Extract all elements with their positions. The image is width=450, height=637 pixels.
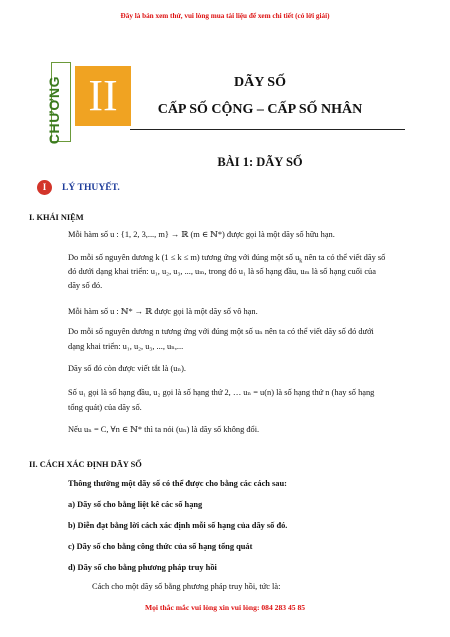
method-d: d) Dãy số cho bằng phương pháp truy hồi: [68, 563, 217, 572]
section-heading-concept: I. KHÁI NIỆM: [29, 213, 84, 222]
section-heading-definition-methods: II. CÁCH XÁC ĐỊNH DÃY SỐ: [29, 460, 142, 469]
paragraph-short-notation: Dãy số đó còn được viết tắt là (uₙ).: [68, 364, 186, 373]
preview-notice: Đây là bản xem thử, vui lòng mua tài liệu để xem chi tiết (có lời giải): [120, 12, 330, 20]
method-b: b) Diễn đạt bằng lời cách xác định mỗi số hạng của dãy số đó.: [68, 521, 288, 530]
chapter-title-line1: DÃY SỐ: [234, 75, 286, 90]
chapter-title-line2: CẤP SỐ CỘNG – CẤP SỐ NHÂN: [157, 102, 363, 117]
paragraph-constant-sequence: Nếu uₙ = C, ∀n ∈ ℕ* thì ta nói (uₙ) là dãy số không đổi.: [68, 425, 260, 434]
recursive-method-intro: Cách cho một dãy số bằng phương pháp truy hồi, tức là:: [92, 582, 281, 591]
method-c: c) Dãy số cho bằng công thức của số hạng tổng quát: [68, 542, 253, 551]
methods-intro: Thông thường một dãy số có thể được cho bằng các cách sau:: [68, 479, 287, 488]
contact-notice: Mọi thắc mắc vui lòng xin vui lòng: 084 283 45 85: [144, 603, 306, 612]
paragraph-infinite-expansion-2: dạng khai triển: u₁, u₂, u₃, ..., uₙ,...: [68, 342, 184, 351]
paragraph-finite-sequence: Mỗi hàm số u : {1, 2, 3,..., m} → ℝ (m ∈ ℕ*) được gọi là một dãy số hữu hạn.: [68, 230, 335, 239]
part-number-badge: I: [37, 180, 52, 195]
paragraph-finite-expansion-1: Do mỗi số nguyên dương k (1 ≤ k ≤ m) tương ứng với đúng một số $u_k$ nên ta có thể viết dãy số: [68, 253, 386, 265]
paragraph-infinite-sequence: Mỗi hàm số u : ℕ* → ℝ được gọi là một dãy số vô hạn.: [68, 307, 258, 316]
chapter-number: II: [88, 71, 118, 120]
paragraph-terms-1: Số u₁ gọi là số hạng đầu, u₂ gọi là số hạng thứ 2, … uₙ = u(n) là số hạng thứ n (hay số hạng: [68, 388, 375, 397]
title-divider: [130, 129, 405, 130]
chapter-label: CHƯƠNG: [46, 75, 62, 145]
lesson-title: BÀI 1: DÃY SỐ: [217, 155, 303, 169]
paragraph-infinite-expansion-1: Do mỗi số nguyên dương n tương ứng với đúng một số uₙ nên ta có thể viết dãy số đó dưới: [68, 327, 374, 336]
method-a: a) Dãy số cho bằng liệt kê các số hạng: [68, 500, 203, 509]
part-title: LÝ THUYẾT.: [62, 182, 120, 193]
paragraph-finite-expansion-2: đó dưới dạng khai triển: u₁, u₂, u₃, ..., uₘ, trong đó u₁ là số hạng đầu, uₘ là số hạng cuối của: [68, 267, 376, 276]
paragraph-terms-2: tổng quát) của dãy số.: [68, 403, 142, 412]
paragraph-finite-expansion-3: dãy số đó.: [68, 281, 103, 290]
